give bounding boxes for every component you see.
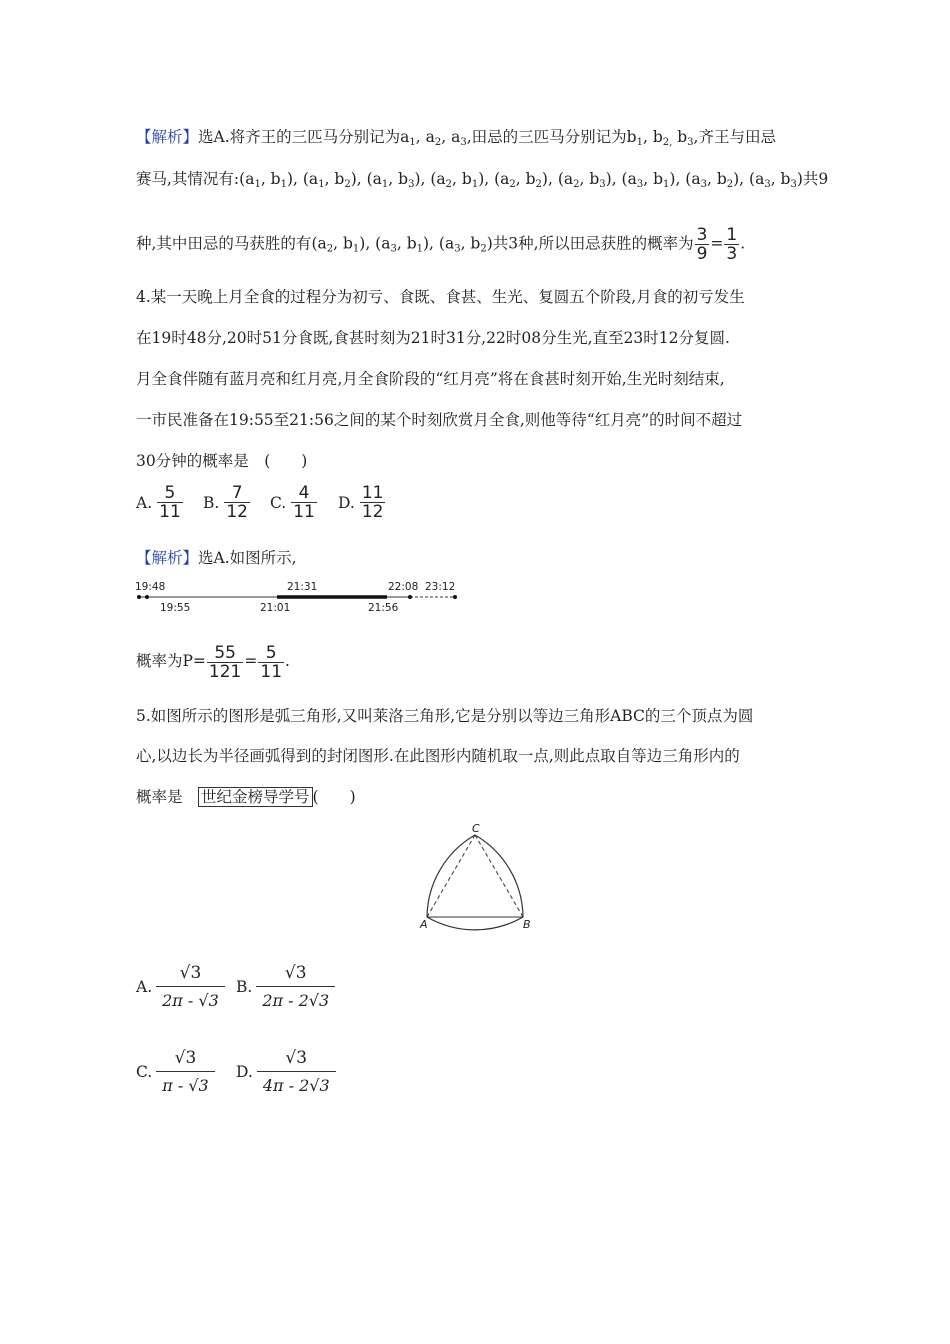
reuleaux-triangle-figure xyxy=(415,822,540,934)
fraction: $\frac{55}{121}$ xyxy=(208,642,242,682)
timeline-label: 21:56 xyxy=(368,602,399,614)
boxed-label: 世纪金榜导学号 xyxy=(198,787,313,807)
fraction: $\frac{5}{11}$ xyxy=(260,642,283,682)
option-a: A. $\frac{√3}{2\pi - √3}$ xyxy=(136,962,225,1012)
triangle-edge xyxy=(475,835,523,917)
timeline-label: 23:12 xyxy=(425,581,456,593)
pairs-list: ($a_1$, $b_1$), ($a_1$, $b_2$), ($a_1$, $b_3$), ($a_2$, $b_1$), ($a_2$, $b_2$), ($a_2$, $b_3$), ($a_3$, $b_1$), ($a_3$, $b_2$), ($a_3$, $b_3$) xyxy=(239,170,803,190)
option-d: D. $\frac{√3}{4\pi - 2√3}$ xyxy=(236,1047,336,1097)
fraction: $\frac{3}{9}$ xyxy=(696,225,708,264)
solution3-line3: 种,其中田忌的马获胜的有($a_2$, $b_1$), ($a_3$, $b_1$), ($a_3$, $b_2$)共3种,所以田忌获胜的概率为 $\frac{3}{9}$ = $\frac{1}{3}$ . xyxy=(136,225,746,264)
vertex-label-a: A xyxy=(420,918,428,931)
triangle-edge xyxy=(427,835,475,917)
question4-line: 4.某一天晚上月全食的过程分为初亏、食既、食甚、生光、复圆五个阶段,月食的初亏发生 xyxy=(136,288,745,306)
timeline-label: 19:48 xyxy=(135,581,166,593)
question4-line: 30分钟的概率是 ( ) xyxy=(136,452,308,470)
option-c: C. $\frac{4}{11}$ xyxy=(270,483,315,522)
question5-line: 5.如图所示的图形是弧三角形,又叫莱洛三角形,它是分别以等边三角形ABC的三个顶点为圆 xyxy=(136,707,754,725)
timeline-point xyxy=(137,595,141,599)
timeline-label: 22:08 xyxy=(388,581,419,593)
timeline-point xyxy=(408,595,412,599)
timeline-point xyxy=(145,595,149,599)
question4-line: 一市民准备在19:55至21:56之间的某个时刻欣赏月全食,则他等待“红月亮”的时间不超过 xyxy=(136,411,743,429)
option-a: A. $\frac{5}{11}$ xyxy=(136,483,181,522)
solution3-line1 xyxy=(136,126,776,154)
option-b: B. $\frac{7}{12}$ xyxy=(203,483,248,522)
solution-tag: 【解析】 xyxy=(136,128,199,146)
vertex-label-b: B xyxy=(523,918,531,931)
pairs-count: 共9 xyxy=(802,170,829,188)
question5-line: 概率是 世纪金榜导学号 ( ) xyxy=(136,788,356,806)
option-d: D. $\frac{11}{12}$ xyxy=(338,483,384,522)
timeline-figure xyxy=(135,578,465,616)
option-c: C. $\frac{√3}{\pi - √3}$ xyxy=(136,1047,215,1097)
solution4-line: 【解析】选A.如图所示, xyxy=(136,549,297,567)
solution-text: 选A.将齐王的三匹马分别记为$a_1$, $a_2$, $a_3$,田忌的三匹马分别记为$b_1$, $b_{2,}$ $b_3$,齐王与田忌 xyxy=(198,128,776,148)
reuleaux-outline xyxy=(427,835,523,930)
timeline-label: 21:01 xyxy=(260,602,291,614)
option-b: B. $\frac{√3}{2\pi - 2√3}$ xyxy=(236,962,335,1012)
solution-tag: 【解析】 xyxy=(136,549,199,567)
question5-line: 心,以边长为半径画弧得到的封闭图形.在此图形内随机取一点,则此点取自等边三角形内的 xyxy=(136,747,740,765)
timeline-label: 19:55 xyxy=(160,602,191,614)
fraction: $\frac{1}{3}$ xyxy=(726,225,738,264)
question4-line: 月全食伴随有蓝月亮和红月亮,月全食阶段的“红月亮”将在食甚时刻开始,生光时刻结束, xyxy=(136,370,725,388)
timeline-label: 21:31 xyxy=(287,581,318,593)
probability-line: 概率为P= $\frac{55}{121}$ = $\frac{5}{11}$ . xyxy=(136,642,290,682)
vertex-label-c: C xyxy=(472,822,480,835)
question4-line: 在19时48分,20时51分食既,食甚时刻为21时31分,22时08分生光,直至23时12分复圆. xyxy=(136,329,730,347)
solution3-line2: 赛马,其情况有$:(a_1$, $b_1$), ($a_1$, $b_2$), ($a_1$, $b_3$), ($a_2$, $b_1$), ($a_2$, $b_2$), ($a_2$, $b_3$), ($a_3$, $b_1$), ($a_3$, $b_2$), ($a_3$, $b_3$)共9 xyxy=(136,170,829,190)
timeline-point xyxy=(453,595,457,599)
